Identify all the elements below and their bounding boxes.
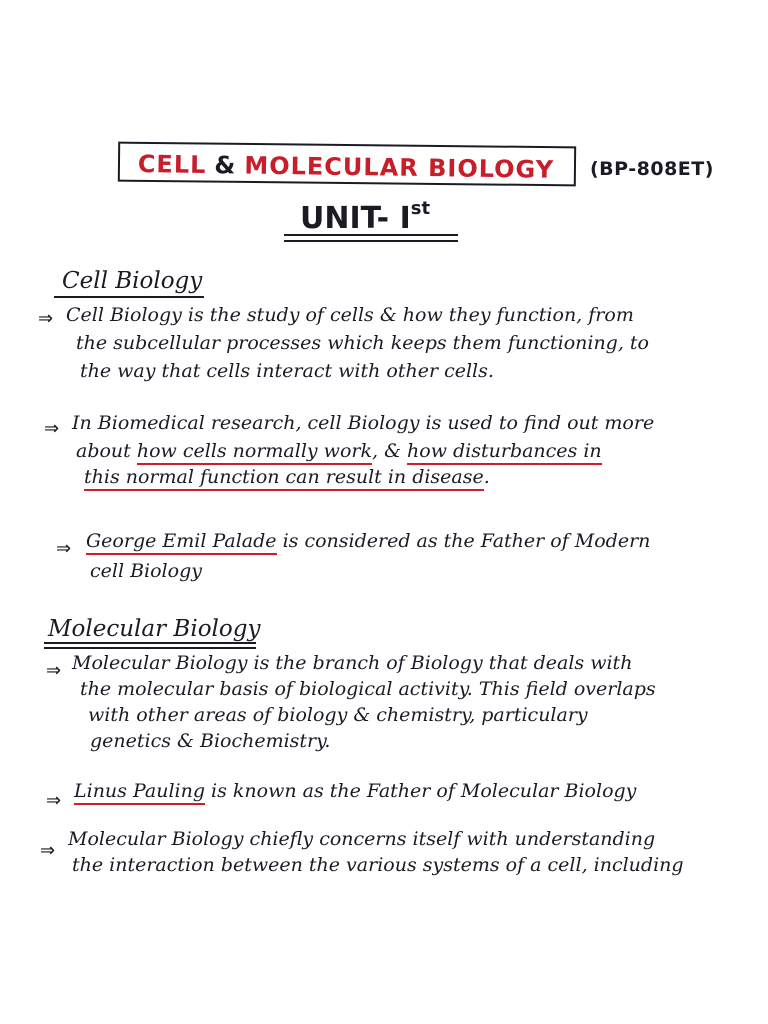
- cell-bio-point1-line2: the subcellular processes which keeps them functioning, to: [76, 332, 649, 354]
- highlight-disturbances: how disturbances in: [407, 440, 602, 465]
- cell-bio-point1-line1: Cell Biology is the study of cells & how they function, from: [66, 304, 634, 326]
- unit-heading: [300, 198, 430, 236]
- bullet-arrow: ⇒: [40, 840, 56, 861]
- cell-bio-point1-line3: the way that cells interact with other cells.: [80, 360, 494, 382]
- bullet-arrow: ⇒: [46, 660, 62, 681]
- section-heading-cell-biology: Cell Biology: [62, 268, 203, 294]
- mol-bio-point2-line1: [74, 780, 636, 802]
- text-father-modern: is considered as the Father of Modern: [276, 530, 651, 552]
- section-heading-molecular-biology: Molecular Biology: [48, 616, 261, 642]
- cell-bio-point3-line1: [86, 530, 650, 552]
- title-cell: CELL: [137, 150, 207, 179]
- unit-underline: [284, 234, 458, 236]
- bullet-arrow: ⇒: [38, 308, 54, 329]
- heading-underline-double: [44, 647, 256, 649]
- mol-bio-point1-line3: with other areas of biology & chemistry, particulary: [88, 704, 588, 726]
- name-linus-pauling: Linus Pauling: [74, 780, 205, 805]
- mol-bio-point1-line4: genetics & Biochemistry.: [90, 730, 331, 752]
- unit-label: UNIT- I: [300, 201, 411, 236]
- text-father-molecular: is known as the Father of Molecular Biology: [205, 780, 637, 802]
- title-molecular-biology: MOLECULAR BIOLOGY: [244, 151, 555, 184]
- bullet-arrow: ⇒: [46, 790, 62, 811]
- name-george-emil-palade: George Emil Palade: [86, 530, 277, 555]
- course-code: (BP-808ET): [590, 158, 714, 180]
- bullet-arrow: ⇒: [56, 538, 72, 559]
- heading-underline: [44, 642, 256, 644]
- mol-bio-point1-line2: the molecular basis of biological activity. This field overlaps: [80, 678, 656, 700]
- cell-bio-point2-line1: In Biomedical research, cell Biology is used to find out more: [72, 412, 655, 434]
- bullet-arrow: ⇒: [44, 418, 60, 439]
- cell-bio-point2-line2: [76, 440, 602, 462]
- mol-bio-point1-line1: Molecular Biology is the branch of Biology that deals with: [72, 652, 633, 674]
- text-about: about: [76, 440, 137, 462]
- text-and: , &: [371, 440, 408, 462]
- heading-underline: [54, 296, 204, 298]
- title-ampersand: &: [214, 151, 237, 180]
- highlight-normal-work: how cells normally work: [137, 440, 372, 465]
- highlight-disease: this normal function can result in disease: [84, 466, 484, 491]
- unit-superscript: st: [410, 198, 431, 219]
- text-period: .: [483, 466, 490, 488]
- cell-bio-point3-line2: cell Biology: [90, 560, 202, 582]
- mol-bio-point3-line1: Molecular Biology chiefly concerns itself with understanding: [68, 828, 656, 850]
- mol-bio-point3-line2: the interaction between the various systems of a cell, including: [72, 854, 684, 876]
- unit-underline-double: [284, 240, 458, 242]
- cell-bio-point2-line3: [84, 466, 490, 488]
- course-title: [138, 150, 555, 184]
